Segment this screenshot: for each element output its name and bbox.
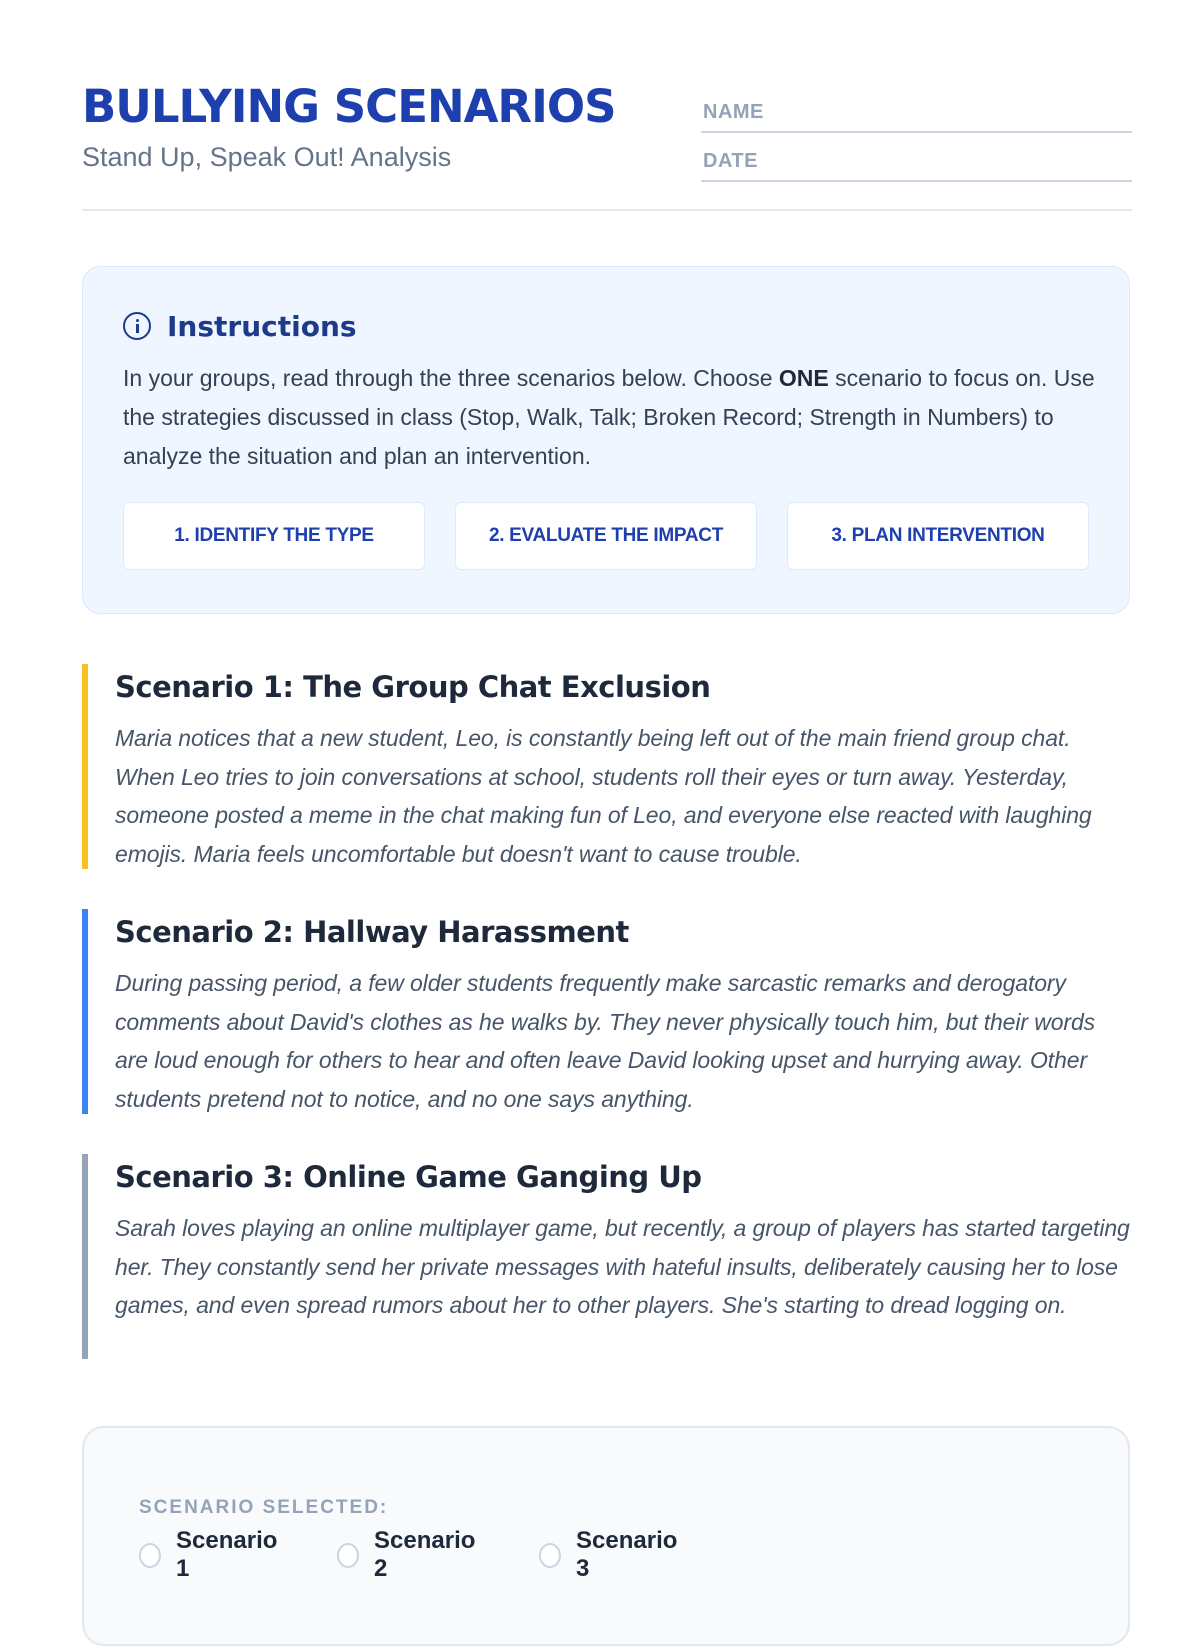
- scenario-3-text: Sarah loves playing an online multiplayer game, but recently, a group of players has started targeting her. They constantly send her private messages with hateful insults, deliberately causing her to lose games, and even spread rumors about her to other players. She's starting to dread logging on.: [115, 1215, 1130, 1318]
- scenario-2-text: During passing period, a few older students frequently make sarcastic remarks and derogatory comments about David's clothes as he walks by. They never physically touch him, but their words are loud enough for others to hear and often leave David looking upset and hurrying away. Other students pretend not to notice, and no one says anything.: [115, 970, 1096, 1112]
- scenario-3-option[interactable]: [539, 1527, 680, 1582]
- instructions-heading: [123, 309, 357, 343]
- instructions-panel: [82, 266, 1130, 614]
- scenario-2-radio[interactable]: [337, 1543, 359, 1568]
- scenario-1-accent-bar: [82, 664, 88, 869]
- info-icon: [123, 312, 151, 340]
- scenario-1-text: Maria notices that a new student, Leo, is constantly being left out of the main friend group chat. When Leo tries to join conversations at school, students roll their eyes or turn away. Yesterday, someone posted a meme in the chat making fun of Leo, and everyone else reacted with laughing emojis. Maria feels uncomfortable but doesn't want to cause trouble.: [115, 725, 1092, 867]
- step-plan-intervention: 3. PLAN INTERVENTION: [787, 502, 1089, 570]
- instructions-text-start: In your groups, read through the three scenarios below. Choose: [123, 365, 779, 391]
- instructions-emphasis: ONE: [778, 365, 829, 391]
- scenario-3-accent-bar: [82, 1154, 88, 1359]
- page-title: BULLYING SCENARIOS: [82, 80, 616, 133]
- instructions-text: [123, 359, 1098, 476]
- scenario-2-option[interactable]: [337, 1527, 478, 1582]
- scenario-2-accent-bar: [82, 909, 88, 1114]
- step-identify-type: 1. IDENTIFY THE TYPE: [123, 502, 425, 570]
- date-label: DATE: [703, 150, 758, 172]
- scenario-2-title: Scenario 2: Hallway Harassment: [115, 915, 629, 949]
- instructions-title: Instructions: [167, 309, 357, 343]
- scenario-1-option[interactable]: [139, 1527, 280, 1582]
- scenario-1-title: Scenario 1: The Group Chat Exclusion: [115, 670, 711, 704]
- scenario-selection-panel: [82, 1426, 1130, 1646]
- scenario-3-title: Scenario 3: Online Game Ganging Up: [115, 1160, 702, 1194]
- page-subtitle: Stand Up, Speak Out! Analysis: [82, 142, 452, 172]
- header-divider: [82, 209, 1132, 211]
- scenario-2-option-label: Scenario 2: [374, 1527, 476, 1582]
- scenario-3-radio[interactable]: [539, 1543, 561, 1568]
- worksheet-header: [82, 78, 1132, 211]
- scenario-selected-label: SCENARIO SELECTED:: [139, 1497, 389, 1518]
- instructions-text-end: scenario to focus on. Use the strategies discussed in class (Stop, Walk, Talk; Broken Record; Strength in Numbers) to analyze the situation and plan an intervention.: [123, 365, 1095, 469]
- scenario-1-option-label: Scenario 1: [176, 1527, 278, 1582]
- date-field[interactable]: [701, 147, 1132, 182]
- step-evaluate-impact: 2. EVALUATE THE IMPACT: [455, 502, 757, 570]
- scenario-3-option-label: Scenario 3: [576, 1527, 678, 1582]
- step-list: [123, 502, 1090, 572]
- name-label: NAME: [703, 101, 764, 123]
- name-field[interactable]: [701, 98, 1132, 133]
- scenario-1-radio[interactable]: [139, 1543, 161, 1568]
